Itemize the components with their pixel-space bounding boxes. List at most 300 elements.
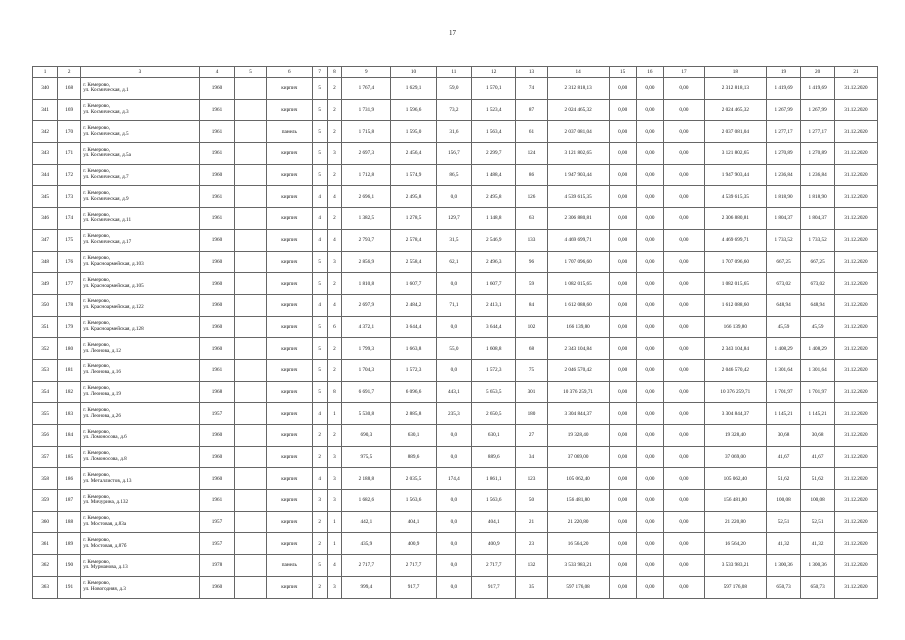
cell-c9: 6 691,7 (342, 381, 391, 403)
cell-c1: 351 (33, 316, 58, 338)
address-street: ул. Мостовая, д.87б (83, 542, 127, 549)
cell-c9: 1 767,4 (342, 78, 391, 100)
cell-c13: 132 (516, 555, 547, 577)
cell-c1: 343 (33, 143, 58, 165)
cell-c1: 345 (33, 186, 58, 208)
cell-c21: 31.12.2020 (834, 576, 877, 598)
cell-c4: 1978 (199, 555, 235, 577)
cell-c18: 2 306 880,81 (704, 208, 766, 230)
cell-c2: 177 (58, 273, 81, 295)
table-row (33, 490, 878, 512)
cell-c17: 0,00 (664, 425, 705, 447)
cell-c15: 0,00 (609, 164, 636, 186)
cell-c19: 650,73 (766, 576, 801, 598)
cell-c18: 2 024 465,32 (704, 99, 766, 121)
cell-c6: кирпич (266, 78, 312, 100)
cell-c12: 2 299,7 (472, 143, 516, 165)
cell-c18: 37 069,00 (704, 446, 766, 468)
cell-c5 (235, 99, 266, 121)
cell-c8: 4 (327, 186, 342, 208)
cell-c17: 0,00 (664, 403, 705, 425)
cell-c19: 1 267,99 (766, 99, 801, 121)
cell-c6: кирпич (266, 403, 312, 425)
cell-c17: 0,00 (664, 511, 705, 533)
table-row (33, 338, 878, 360)
cell-c18: 156 481,80 (704, 490, 766, 512)
cell-c9: 4 372,1 (342, 316, 391, 338)
cell-c9: 2 696,1 (342, 186, 391, 208)
address-street: ул. Космическая, д.5 (83, 130, 129, 137)
address-street: ул. Красноармейская, д.103 (83, 260, 144, 267)
cell-c12: 3 644,4 (472, 316, 516, 338)
cell-c5 (235, 143, 266, 165)
address-cell (81, 381, 199, 403)
address-city: г. Кемерово, (83, 363, 110, 370)
cell-c1: 350 (33, 294, 58, 316)
cell-c17: 0,00 (664, 533, 705, 555)
cell-c19: 1 733,52 (766, 229, 801, 251)
cell-c5 (235, 229, 266, 251)
cell-c16: 0,00 (636, 425, 663, 447)
cell-c20: 41,67 (801, 446, 835, 468)
cell-c2: 173 (58, 186, 81, 208)
column-header-6: 6 (266, 67, 312, 78)
cell-c4: 1960 (199, 273, 235, 295)
cell-c19: 648,94 (766, 294, 801, 316)
cell-c14: 2 024 465,32 (547, 99, 609, 121)
cell-c11: 86,5 (436, 164, 472, 186)
cell-c16: 0,00 (636, 99, 663, 121)
cell-c21: 31.12.2020 (834, 208, 877, 230)
cell-c2: 179 (58, 316, 81, 338)
cell-c13: 23 (516, 533, 547, 555)
cell-c13: 61 (516, 121, 547, 143)
cell-c14: 4 539 615,35 (547, 186, 609, 208)
cell-c5 (235, 186, 266, 208)
cell-c7: 5 (312, 316, 327, 338)
cell-c12: 2 650,5 (472, 403, 516, 425)
cell-c11: 73,2 (436, 99, 472, 121)
cell-c15: 0,00 (609, 143, 636, 165)
cell-c17: 0,00 (664, 468, 705, 490)
cell-c20: 1 301,64 (801, 359, 835, 381)
cell-c8: 4 (327, 229, 342, 251)
cell-c13: 133 (516, 229, 547, 251)
address-cell (81, 446, 199, 468)
cell-c5 (235, 294, 266, 316)
cell-c14: 2 306 880,81 (547, 208, 609, 230)
cell-c14: 166 139,80 (547, 316, 609, 338)
table-row (33, 186, 878, 208)
address-street: ул. Леонова, д.26 (83, 412, 121, 419)
cell-c16: 0,00 (636, 533, 663, 555)
table-row (33, 294, 878, 316)
address-street: ул. Космическая, д.3 (83, 109, 129, 116)
table-row (33, 229, 878, 251)
address-city: г. Кемерово, (83, 558, 110, 565)
cell-c7: 5 (312, 338, 327, 360)
cell-c5 (235, 251, 266, 273)
cell-c2: 170 (58, 121, 81, 143)
address-cell (81, 78, 199, 100)
cell-c1: 352 (33, 338, 58, 360)
cell-c19: 51,62 (766, 468, 801, 490)
cell-c11: 0,0 (436, 511, 472, 533)
cell-c13: 34 (516, 446, 547, 468)
cell-c21: 31.12.2020 (834, 381, 877, 403)
cell-c21: 31.12.2020 (834, 425, 877, 447)
header-row (33, 67, 878, 78)
cell-c16: 0,00 (636, 229, 663, 251)
cell-c20: 667,25 (801, 251, 835, 273)
cell-c8: 1 (327, 403, 342, 425)
table-row (33, 208, 878, 230)
cell-c7: 2 (312, 425, 327, 447)
cell-c1: 342 (33, 121, 58, 143)
cell-c2: 186 (58, 468, 81, 490)
cell-c4: 1968 (199, 381, 235, 403)
cell-c9: 2 856,9 (342, 251, 391, 273)
cell-c16: 0,00 (636, 294, 663, 316)
table-row (33, 251, 878, 273)
table-row (33, 164, 878, 186)
cell-c13: 126 (516, 186, 547, 208)
cell-c17: 0,00 (664, 294, 705, 316)
cell-c16: 0,00 (636, 186, 663, 208)
cell-c12: 2 546,9 (472, 229, 516, 251)
cell-c5 (235, 511, 266, 533)
cell-c12: 1 572,3 (472, 359, 516, 381)
cell-c5 (235, 403, 266, 425)
cell-c16: 0,00 (636, 511, 663, 533)
address-city: г. Кемерово, (83, 341, 110, 348)
cell-c10: 1 574,9 (391, 164, 436, 186)
address-city: г. Кемерово, (83, 580, 110, 587)
cell-c7: 5 (312, 121, 327, 143)
cell-c16: 0,00 (636, 555, 663, 577)
cell-c17: 0,00 (664, 164, 705, 186)
cell-c4: 1961 (199, 186, 235, 208)
cell-c1: 361 (33, 533, 58, 555)
column-header-3: 3 (81, 67, 199, 78)
cell-c15: 0,00 (609, 273, 636, 295)
cell-c16: 0,00 (636, 208, 663, 230)
address-street: ул. Мичурина, д.132 (83, 499, 129, 506)
column-header-19: 19 (766, 67, 801, 78)
cell-c6: кирпич (266, 338, 312, 360)
cell-c13: 180 (516, 403, 547, 425)
cell-c12: 1 563,4 (472, 121, 516, 143)
cell-c10: 2 885,8 (391, 403, 436, 425)
cell-c15: 0,00 (609, 359, 636, 381)
cell-c9: 1 731,9 (342, 99, 391, 121)
cell-c21: 31.12.2020 (834, 533, 877, 555)
cell-c19: 1 145,21 (766, 403, 801, 425)
cell-c17: 0,00 (664, 555, 705, 577)
cell-c10: 1 629,1 (391, 78, 436, 100)
cell-c12: 5 653,5 (472, 381, 516, 403)
cell-c7: 5 (312, 555, 327, 577)
address-cell (81, 403, 199, 425)
cell-c7: 2 (312, 576, 327, 598)
cell-c15: 0,00 (609, 78, 636, 100)
cell-c18: 10 376 259,71 (704, 381, 766, 403)
cell-c19: 1 301,64 (766, 359, 801, 381)
cell-c11: 62,1 (436, 251, 472, 273)
cell-c14: 2 312 818,13 (547, 78, 609, 100)
address-city: г. Кемерово, (83, 103, 110, 110)
cell-c14: 1 947 903,44 (547, 164, 609, 186)
cell-c11: 235,3 (436, 403, 472, 425)
cell-c21: 31.12.2020 (834, 490, 877, 512)
cell-c11: 0,0 (436, 186, 472, 208)
cell-c16: 0,00 (636, 316, 663, 338)
address-street: ул. Металлистов, д.13 (83, 477, 132, 484)
cell-c16: 0,00 (636, 164, 663, 186)
cell-c20: 1 267,99 (801, 99, 835, 121)
cell-c4: 1960 (199, 576, 235, 598)
cell-c14: 16 564,20 (547, 533, 609, 555)
cell-c9: 1 682,6 (342, 490, 391, 512)
cell-c1: 360 (33, 511, 58, 533)
address-city: г. Кемерово, (83, 211, 110, 218)
cell-c15: 0,00 (609, 533, 636, 555)
address-city: г. Кемерово, (83, 406, 110, 413)
table-row (33, 359, 878, 381)
address-city: г. Кемерово, (83, 450, 110, 457)
cell-c6: кирпич (266, 164, 312, 186)
cell-c16: 0,00 (636, 251, 663, 273)
cell-c17: 0,00 (664, 381, 705, 403)
cell-c1: 347 (33, 229, 58, 251)
address-street: ул. Космическая, д.11 (83, 217, 132, 224)
cell-c6: кирпич (266, 359, 312, 381)
cell-c19: 1 804,37 (766, 208, 801, 230)
cell-c12: 404,1 (472, 511, 516, 533)
cell-c10: 3 644,4 (391, 316, 436, 338)
cell-c10: 630,1 (391, 425, 436, 447)
address-cell (81, 229, 199, 251)
cell-c11: 0,0 (436, 576, 472, 598)
cell-c15: 0,00 (609, 338, 636, 360)
cell-c21: 31.12.2020 (834, 78, 877, 100)
cell-c1: 353 (33, 359, 58, 381)
cell-c8: 2 (327, 359, 342, 381)
column-header-11: 11 (436, 67, 472, 78)
address-street: ул. Леонова, д.16 (83, 369, 121, 376)
cell-c1: 356 (33, 425, 58, 447)
address-cell (81, 294, 199, 316)
cell-c14: 19 328,40 (547, 425, 609, 447)
cell-c17: 0,00 (664, 208, 705, 230)
cell-c19: 1 701,97 (766, 381, 801, 403)
cell-c1: 358 (33, 468, 58, 490)
cell-c8: 6 (327, 316, 342, 338)
address-street: ул. Космическая, д.5а (83, 152, 131, 159)
cell-c9: 1 382,5 (342, 208, 391, 230)
column-header-9: 9 (342, 67, 391, 78)
cell-c21: 31.12.2020 (834, 359, 877, 381)
cell-c5 (235, 533, 266, 555)
cell-c21: 31.12.2020 (834, 294, 877, 316)
cell-c10: 889,6 (391, 446, 436, 468)
address-cell (81, 186, 199, 208)
cell-c8: 2 (327, 338, 342, 360)
cell-c6: кирпич (266, 208, 312, 230)
address-street: ул. Красноармейская, д.128 (83, 325, 144, 332)
cell-c4: 1960 (199, 316, 235, 338)
cell-c12: 2 495,8 (472, 186, 516, 208)
cell-c15: 0,00 (609, 468, 636, 490)
cell-c6: кирпич (266, 251, 312, 273)
cell-c21: 31.12.2020 (834, 251, 877, 273)
cell-c1: 340 (33, 78, 58, 100)
address-city: г. Кемерово, (83, 233, 110, 240)
cell-c5 (235, 555, 266, 577)
cell-c11: 55,0 (436, 338, 472, 360)
cell-c17: 0,00 (664, 576, 705, 598)
column-header-17: 17 (664, 67, 705, 78)
address-city: г. Кемерово, (83, 189, 110, 196)
cell-c6: кирпич (266, 533, 312, 555)
cell-c8: 8 (327, 381, 342, 403)
cell-c7: 5 (312, 78, 327, 100)
address-city: г. Кемерово, (83, 385, 110, 392)
cell-c18: 1 612 088,60 (704, 294, 766, 316)
cell-c9: 2 697,9 (342, 294, 391, 316)
cell-c5 (235, 381, 266, 403)
cell-c13: 75 (516, 359, 547, 381)
address-city: г. Кемерово, (83, 471, 110, 478)
cell-c15: 0,00 (609, 294, 636, 316)
cell-c1: 357 (33, 446, 58, 468)
cell-c7: 4 (312, 229, 327, 251)
cell-c17: 0,00 (664, 251, 705, 273)
cell-c4: 1960 (199, 294, 235, 316)
cell-c4: 1960 (199, 78, 235, 100)
address-city: г. Кемерово, (83, 255, 110, 262)
cell-c20: 1 277,17 (801, 121, 835, 143)
cell-c10: 2 484,2 (391, 294, 436, 316)
table-row (33, 99, 878, 121)
cell-c15: 0,00 (609, 229, 636, 251)
cell-c10: 1 663,8 (391, 338, 436, 360)
cell-c9: 1 810,8 (342, 273, 391, 295)
table-row (33, 143, 878, 165)
cell-c9: 2 697,3 (342, 143, 391, 165)
cell-c19: 52,51 (766, 511, 801, 533)
cell-c20: 1 270,89 (801, 143, 835, 165)
cell-c21: 31.12.2020 (834, 446, 877, 468)
cell-c20: 51,62 (801, 468, 835, 490)
cell-c15: 0,00 (609, 446, 636, 468)
cell-c4: 1961 (199, 208, 235, 230)
cell-c12: 917,7 (472, 576, 516, 598)
cell-c2: 169 (58, 99, 81, 121)
address-cell (81, 425, 199, 447)
cell-c12: 630,1 (472, 425, 516, 447)
cell-c17: 0,00 (664, 186, 705, 208)
cell-c20: 1 419,69 (801, 78, 835, 100)
cell-c21: 31.12.2020 (834, 143, 877, 165)
cell-c12: 889,6 (472, 446, 516, 468)
cell-c1: 344 (33, 164, 58, 186)
cell-c15: 0,00 (609, 403, 636, 425)
cell-c17: 0,00 (664, 316, 705, 338)
cell-c12: 2 717,7 (472, 555, 516, 577)
cell-c15: 0,00 (609, 425, 636, 447)
cell-c7: 4 (312, 208, 327, 230)
address-city: г. Кемерово, (83, 493, 110, 500)
cell-c9: 1 704,3 (342, 359, 391, 381)
cell-c13: 68 (516, 338, 547, 360)
cell-c20: 1 145,21 (801, 403, 835, 425)
column-header-16: 16 (636, 67, 663, 78)
address-street: ул. Леонова, д.19 (83, 390, 121, 397)
cell-c14: 1 612 088,60 (547, 294, 609, 316)
cell-c12: 1 148,8 (472, 208, 516, 230)
cell-c13: 96 (516, 251, 547, 273)
cell-c11: 0,0 (436, 555, 472, 577)
address-cell (81, 121, 199, 143)
cell-c11: 174,4 (436, 468, 472, 490)
column-header-7: 7 (312, 67, 327, 78)
cell-c8: 3 (327, 251, 342, 273)
cell-c20: 1 300,36 (801, 555, 835, 577)
cell-c15: 0,00 (609, 251, 636, 273)
cell-c20: 1 408,29 (801, 338, 835, 360)
cell-c12: 2 496,3 (472, 251, 516, 273)
cell-c21: 31.12.2020 (834, 273, 877, 295)
address-city: г. Кемерово, (83, 536, 110, 543)
cell-c13: 84 (516, 294, 547, 316)
cell-c19: 1 300,36 (766, 555, 801, 577)
cell-c6: кирпич (266, 381, 312, 403)
cell-c9: 2 793,7 (342, 229, 391, 251)
table-row (33, 576, 878, 598)
cell-c14: 3 533 983,21 (547, 555, 609, 577)
cell-c15: 0,00 (609, 555, 636, 577)
cell-c19: 30,68 (766, 425, 801, 447)
address-cell (81, 251, 199, 273)
cell-c6: кирпич (266, 446, 312, 468)
cell-c6: кирпич (266, 273, 312, 295)
cell-c1: 346 (33, 208, 58, 230)
cell-c9: 1 712,8 (342, 164, 391, 186)
address-cell (81, 273, 199, 295)
address-cell (81, 533, 199, 555)
address-city: г. Кемерово, (83, 124, 110, 131)
cell-c8: 3 (327, 576, 342, 598)
cell-c18: 1 947 903,44 (704, 164, 766, 186)
cell-c8: 2 (327, 78, 342, 100)
cell-c2: 182 (58, 381, 81, 403)
table-row (33, 316, 878, 338)
cell-c8: 2 (327, 164, 342, 186)
cell-c19: 41,32 (766, 533, 801, 555)
cell-c8: 3 (327, 446, 342, 468)
address-street: ул. Космическая, д.17 (83, 239, 132, 246)
cell-c4: 1961 (199, 359, 235, 381)
cell-c14: 1 707 096,60 (547, 251, 609, 273)
cell-c11: 31,5 (436, 229, 472, 251)
cell-c2: 187 (58, 490, 81, 512)
cell-c16: 0,00 (636, 338, 663, 360)
cell-c15: 0,00 (609, 316, 636, 338)
cell-c6: кирпич (266, 576, 312, 598)
table-row (33, 381, 878, 403)
cell-c2: 189 (58, 533, 81, 555)
